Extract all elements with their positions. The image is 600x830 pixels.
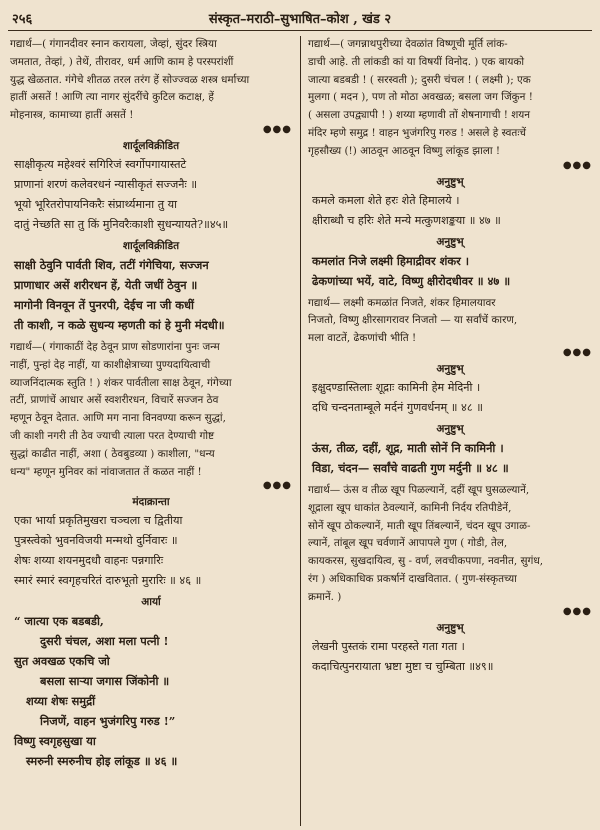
- verse-line: निजणें, वाहन भुजंगरिपु गरुड !”: [40, 714, 176, 729]
- prose-line: व्याजनिंदात्मक स्तुति ! ) शंकर पार्वतीला साक्ष ठेवून, गंगेच्या: [10, 376, 232, 389]
- verse-line: ती काशी, न कळे सुधन्य म्हणती कां हे मुनी मंदधी॥: [14, 317, 225, 332]
- verse-line: क्षीराब्धौ च हरिः शेते मन्ये मत्कुणशङ्कया ॥ ४७ ॥: [312, 213, 501, 227]
- meter-heading: शार्दूलविक्रीडित: [122, 239, 180, 252]
- marathi-verse: [10, 611, 292, 771]
- prose-line: मला वाटतें, ढेकणांची भीति !: [308, 332, 417, 345]
- prose-meaning-paragraph: [308, 36, 592, 161]
- left-column: [10, 36, 292, 771]
- prose-meaning-paragraph: [10, 339, 292, 481]
- section-end-mark: ●●●: [562, 605, 592, 617]
- prose-line: म्हणून ठेवून देतात. आणि मग नाना विनवण्या करून सुद्धां,: [10, 412, 226, 425]
- verse-line: साक्षीकृत्य महेश्वरं सगिरिजं स्वर्गोपगायास्तटे: [14, 157, 187, 171]
- prose-meaning-paragraph: [308, 295, 592, 348]
- prose-line: डाची आहे. ती लांकडी कां या विषयीं विनोद. ) एक बायको: [308, 55, 525, 68]
- verse-line: प्राणाधार असें शरीरधन हें, येती जधीं ठेवुन ॥: [14, 277, 198, 292]
- sanskrit-verse: [308, 378, 592, 418]
- sanskrit-verse: [308, 637, 592, 677]
- section-end-mark: ●●●: [562, 346, 592, 358]
- prose-line: गद्यार्थ—( जगन्नाथपुरीच्या देवळांत विष्णूची मूर्ति लांक-: [308, 38, 508, 50]
- column-divider: [300, 36, 301, 826]
- prose-line: कायकरस, सुखदायित्व, सु - वर्ण, लवचीकपणा, नवनीत, सुगंध,: [308, 555, 544, 568]
- prose-line: गृहसौख्य (!) आठवून आठवून विष्णु लांकूड झाला !: [308, 144, 501, 157]
- verse-line: दधि चन्दनताम्बूले मर्दनं गुणवर्धनम् ॥ ४८ ॥: [312, 400, 483, 414]
- prose-line: रंग ) अधिकाधिक प्रकर्षानें दाखवितात. ( गुण-संस्कृतच्या: [308, 572, 517, 585]
- verse-line: इक्षुदण्डास्तिलाः शूद्राः कामिनी हेम मेदिनी ।: [312, 380, 481, 394]
- prose-line: मंदिर म्हणे समुद्र ! वाहन भुजंगरिपु गरुड ! असले हे स्वतःचें: [308, 126, 527, 139]
- page-number: २५६: [12, 12, 33, 27]
- prose-line: हातीं असतें ! आणि त्या नागर सुंदरींचे कुटिल कटाक्ष, हें: [10, 91, 214, 104]
- running-title: संस्कृत–मराठी–सुभाषित–कोश , खंड २: [208, 12, 392, 27]
- verse-line: लेखनी पुस्तकं रामा परहस्ते गता गता ।: [312, 639, 465, 653]
- right-column: [308, 36, 592, 677]
- verse-line: कमलांत निजे लक्ष्मी हिमाद्रीवर शंकर ।: [312, 253, 470, 268]
- prose-meaning-paragraph: [308, 482, 592, 607]
- prose-line: सुद्धां काढीत नाहीं, अशा ( ठेवबुडव्या ) काशीला, "धन्य: [10, 447, 215, 460]
- section-end-mark: ●●●: [262, 480, 292, 492]
- meter-heading: शार्दूलविक्रीडित: [122, 139, 180, 152]
- running-header: [8, 6, 592, 31]
- verse-line: प्राणानां शरणं कलेवरधनं न्यासीकृतं सज्जनैः ॥: [14, 177, 198, 191]
- verse-line: पुत्रस्त्वेको भुवनविजयी मन्मथो दुर्निवारः ॥: [14, 534, 178, 548]
- prose-line: धन्य" म्हणून मुनिवर कां नांवाजतात तें कळत नाहीं !: [10, 465, 202, 478]
- verse-line: साक्षी ठेवुनि पार्वती शिव, तटीं गंगेचिया, सज्जन: [14, 257, 209, 272]
- section-end-mark: ●●●: [262, 123, 292, 135]
- meter-heading: अनुष्टुभ्: [436, 362, 464, 375]
- meter-heading: मंदाक्रान्ता: [132, 496, 170, 509]
- prose-line: गद्यार्थ— ऊंस व तीळ खूप पिळल्यानें, दहीं खूप घुसळल्यानें,: [308, 483, 530, 496]
- prose-line: क्रमानें. ): [308, 590, 342, 603]
- verse-line: दुसरी चंचल, अशा मला पत्नी !: [40, 634, 169, 649]
- verse-line: कदाचित्पुनरायाता भ्रष्टा मुष्टा च चुम्बिता ॥४९॥: [312, 659, 494, 673]
- verse-line: मागोनी विनवून तें पुनरपी, देईच ना जी कधीं: [14, 297, 194, 312]
- verse-line: शेषः शय्या शयनमुदधौ वाहनः पन्नगारिः: [14, 554, 164, 568]
- verse-line: शय्या शेषः समुद्रीं: [26, 694, 96, 709]
- section-end-mark: ●●●: [562, 159, 592, 171]
- prose-line: ल्यानें, तांबूल खूप चर्वणानें आपापले गुण ( गोडी, तेल,: [308, 537, 508, 550]
- prose-line: शूद्राला खूप धाकांत ठेवल्यानें, कामिनी निर्दय रतिपीडेनें,: [308, 501, 512, 514]
- prose-line: जात्या बडबडी ! ( सरस्वती ); दुसरी चंचल ! ( लक्ष्मी ); एक: [308, 73, 531, 86]
- verse-line: कमले कमला शेते हरः शेते हिमालये ।: [312, 193, 460, 207]
- meter-heading: अनुष्टुभ्: [436, 175, 464, 188]
- prose-line: मुलगा ( मदन ), पण तो मोठा अवखळ; बसला जग जिंकुन !: [308, 91, 533, 104]
- prose-line: निजतो, विष्णु क्षीरसागरावर निजतो — या सर्वांचें कारण,: [308, 314, 518, 327]
- verse-line: विडा, चंदन— सर्वांचे वाढती गुण मर्दुनी ॥ ४८ ॥: [312, 460, 509, 475]
- meter-heading: अनुष्टुभ्: [436, 422, 464, 435]
- prose-line: ( असला उपद्व्यापी ! ) शय्या म्हणावी तों शेषनागाची ! शयन: [308, 109, 531, 122]
- prose-line: गद्यार्थ—( गंगानदीवर स्नान करायला, जेव्हां, सुंदर स्त्रिया: [10, 38, 217, 50]
- verse-line: भूयो भूरितरोपायनिकरैः संप्रार्थ्यमाना तु या: [14, 197, 178, 211]
- prose-line: गद्यार्थ—( गंगाकाठीं देह ठेवून प्राण सोडणारांना पुनः जन्म: [10, 340, 220, 353]
- prose-line: मोहनास्त्र, कामाच्या हातीं असतें !: [10, 109, 134, 122]
- verse-line: ढेकणांच्या भयें, वाटे, विष्णु क्षीरोदधीवर ॥ ४७ ॥: [312, 273, 511, 288]
- verse-line: “ जात्या एक बडबडी,: [14, 614, 104, 629]
- prose-line: सोनें खूप ठोकल्यानें, माती खूप तिंबल्यानें, चंदन खूप उगाळ-: [308, 519, 531, 532]
- marathi-verse: [10, 255, 292, 335]
- marathi-verse: [308, 438, 592, 478]
- sanskrit-verse: [308, 191, 592, 231]
- prose-line: गद्यार्थ— लक्ष्मी कमळांत निजते, शंकर हिमालयावर: [308, 296, 496, 309]
- sanskrit-verse: [10, 511, 292, 591]
- prose-line: नाहीं, पुन्हां देह नाहीं, या काशीक्षेत्राच्या पुण्यदायित्वाची: [10, 358, 211, 371]
- verse-line: विष्णु स्वगृहसुखा या: [14, 734, 96, 749]
- verse-line: बसला साऱ्या जगास जिंकोनी ॥: [40, 674, 170, 689]
- prose-line: तटीं, प्राणांचें आधार असें स्वशरीरधन, विचारें सज्जन ठेव: [10, 394, 219, 407]
- meter-heading: अनुष्टुभ्: [436, 235, 464, 248]
- verse-line: स्मरुनी स्मरुनीच होइ लांकूड ॥ ४६ ॥: [26, 754, 178, 769]
- verse-line: दातुं नेच्छति सा तु किं मुनिवरैःकाशी सुधन्यायते?॥४५॥: [14, 217, 229, 231]
- sanskrit-verse: [10, 155, 292, 235]
- verse-line: ऊंस, तीळ, दहीं, शूद्र, माती सोनें नि कामिनी ।: [312, 440, 504, 455]
- marathi-verse: [308, 251, 592, 291]
- verse-line: स्मारं स्मारं स्वगृहचरितं दारुभूतो मुरारिः ॥ ४६ ॥: [14, 574, 202, 588]
- verse-line: सुत अवखळ एकचि जो: [14, 654, 110, 669]
- prose-line: जमतात, तेव्हां, ) तेथें, तीरावर, धर्म आणि काम हे परस्परांशीं: [10, 55, 234, 68]
- prose-line: जी काशी नगरी ती ठेव ज्याची त्याला परत देण्याची गोष्ट: [10, 429, 215, 442]
- verse-line: एका भार्या प्रकृतिमुखरा चञ्चला च द्वितीया: [14, 514, 183, 528]
- meter-heading: अनुष्टुभ्: [436, 621, 464, 634]
- meter-heading: आर्या: [141, 596, 161, 609]
- prose-line: युद्ध खेळतात. गंगेचे शीतळ तरल तरंग हें सोज्ज्वळ शस्त्र धर्माच्या: [10, 73, 250, 86]
- prose-meaning-paragraph: [10, 36, 292, 125]
